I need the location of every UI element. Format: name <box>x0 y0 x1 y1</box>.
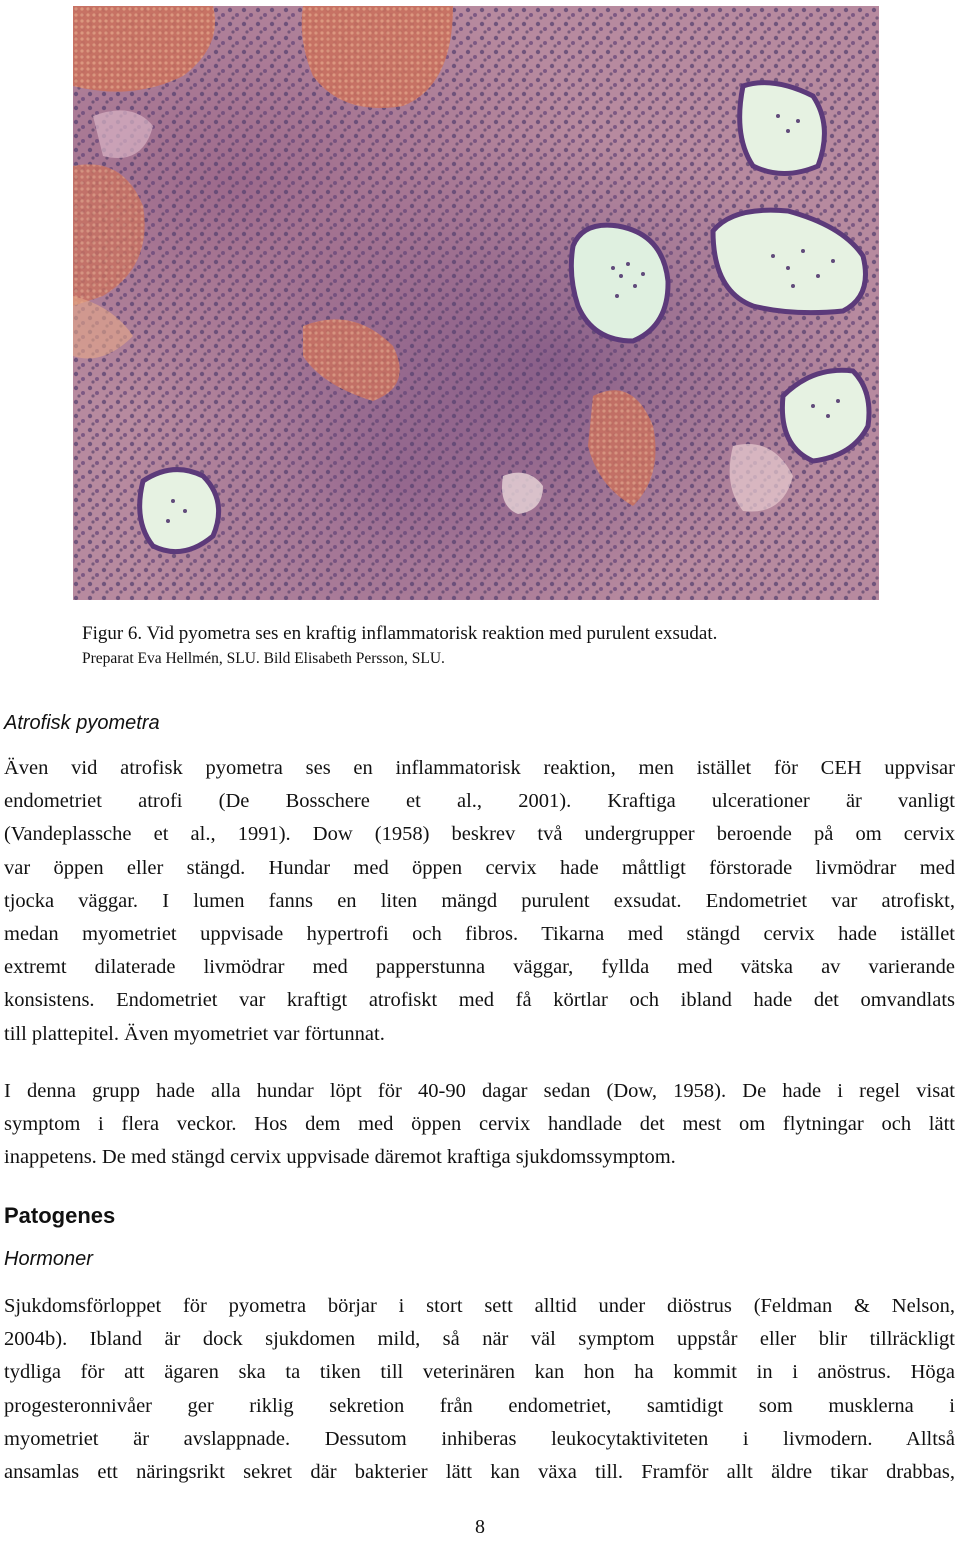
section-heading-patogenes: Patogenes <box>4 1203 116 1228</box>
text-line: medan myometriet uppvisade hypertrofi och fibros. Tikarna med stängd cervix hade istället <box>4 922 955 945</box>
section-heading-atrofisk-pyometra: Atrofisk pyometra <box>4 712 160 734</box>
figure-caption <box>82 621 942 671</box>
page-number: 8 <box>475 1516 485 1538</box>
text-line: tydliga för att ägaren ska ta tiken till veterinären kan hon ha kommit in i anöstrus. Höga <box>4 1361 955 1384</box>
text-line: inappetens. De med stängd cervix uppvisade däremot kraftiga sjukdomssymptom. <box>4 1146 676 1169</box>
figure-caption-credit: Preparat Eva Hellmén, SLU. Bild Elisabeth Persson, SLU. <box>82 650 445 667</box>
text-line: konsistens. Endometriet var kraftigt atrofiskt med få körtlar och ibland hade det omvandlats <box>4 989 955 1012</box>
text-line: extremt dilaterade livmödrar med papperstunna väggar, fyllda med vätska av varierande <box>4 956 955 979</box>
text-line: Även vid atrofisk pyometra ses en inflammatorisk reaktion, men istället för CEH uppvisar <box>4 757 955 779</box>
text-line: ansamlas ett näringsrikt sekret där bakterier lätt kan växa till. Framför allt äldre tikar drabbas, <box>4 1460 955 1483</box>
figure-caption-title: Figur 6. Vid pyometra ses en kraftig inflammatorisk reaktion med purulent exsudat. <box>82 623 718 644</box>
text-line: var öppen eller stängd. Hundar med öppen cervix hade måttligt förstorade livmödrar med <box>4 856 955 879</box>
histology-micrograph <box>73 6 879 600</box>
text-line: tjocka väggar. I lumen fanns en liten mängd purulent exsudat. Endometriet var atrofiskt, <box>4 889 955 912</box>
paragraph-atrofisk-1 <box>4 752 955 1051</box>
text-line: Sjukdomsförloppet för pyometra börjar i stort sett alltid under diöstrus (Feldman & Nelson, <box>4 1295 955 1317</box>
text-line: progesteronnivåer ger riklig sekretion från endometriet, samtidigt som musklerna i <box>4 1394 955 1417</box>
paragraph-hormoner <box>4 1290 955 1489</box>
text-line: myometriet är avslappnade. Dessutom inhiberas leukocytaktiviteten i livmodern. Alltså <box>4 1427 955 1450</box>
text-line: endometriet atrofi (De Bosschere et al., 2001). Kraftiga ulcerationer är vanligt <box>4 790 955 813</box>
text-line: (Vandeplassche et al., 1991). Dow (1958) beskrev två undergrupper beroende på om cervix <box>4 823 955 846</box>
paragraph-atrofisk-2 <box>4 1075 955 1175</box>
subsection-heading-hormoner: Hormoner <box>4 1248 93 1270</box>
text-line: symptom i flera veckor. Hos dem med öppen cervix handlade det mest om flytningar och lätt <box>4 1113 955 1136</box>
text-line: 2004b). Ibland är dock sjukdomen mild, så när väl symptom uppstår eller blir tillräckligt <box>4 1328 955 1351</box>
text-line: I denna grupp hade alla hundar löpt för 40-90 dagar sedan (Dow, 1958). De hade i regel visat <box>4 1080 955 1102</box>
text-line: till plattepitel. Även myometriet var förtunnat. <box>4 1022 385 1045</box>
